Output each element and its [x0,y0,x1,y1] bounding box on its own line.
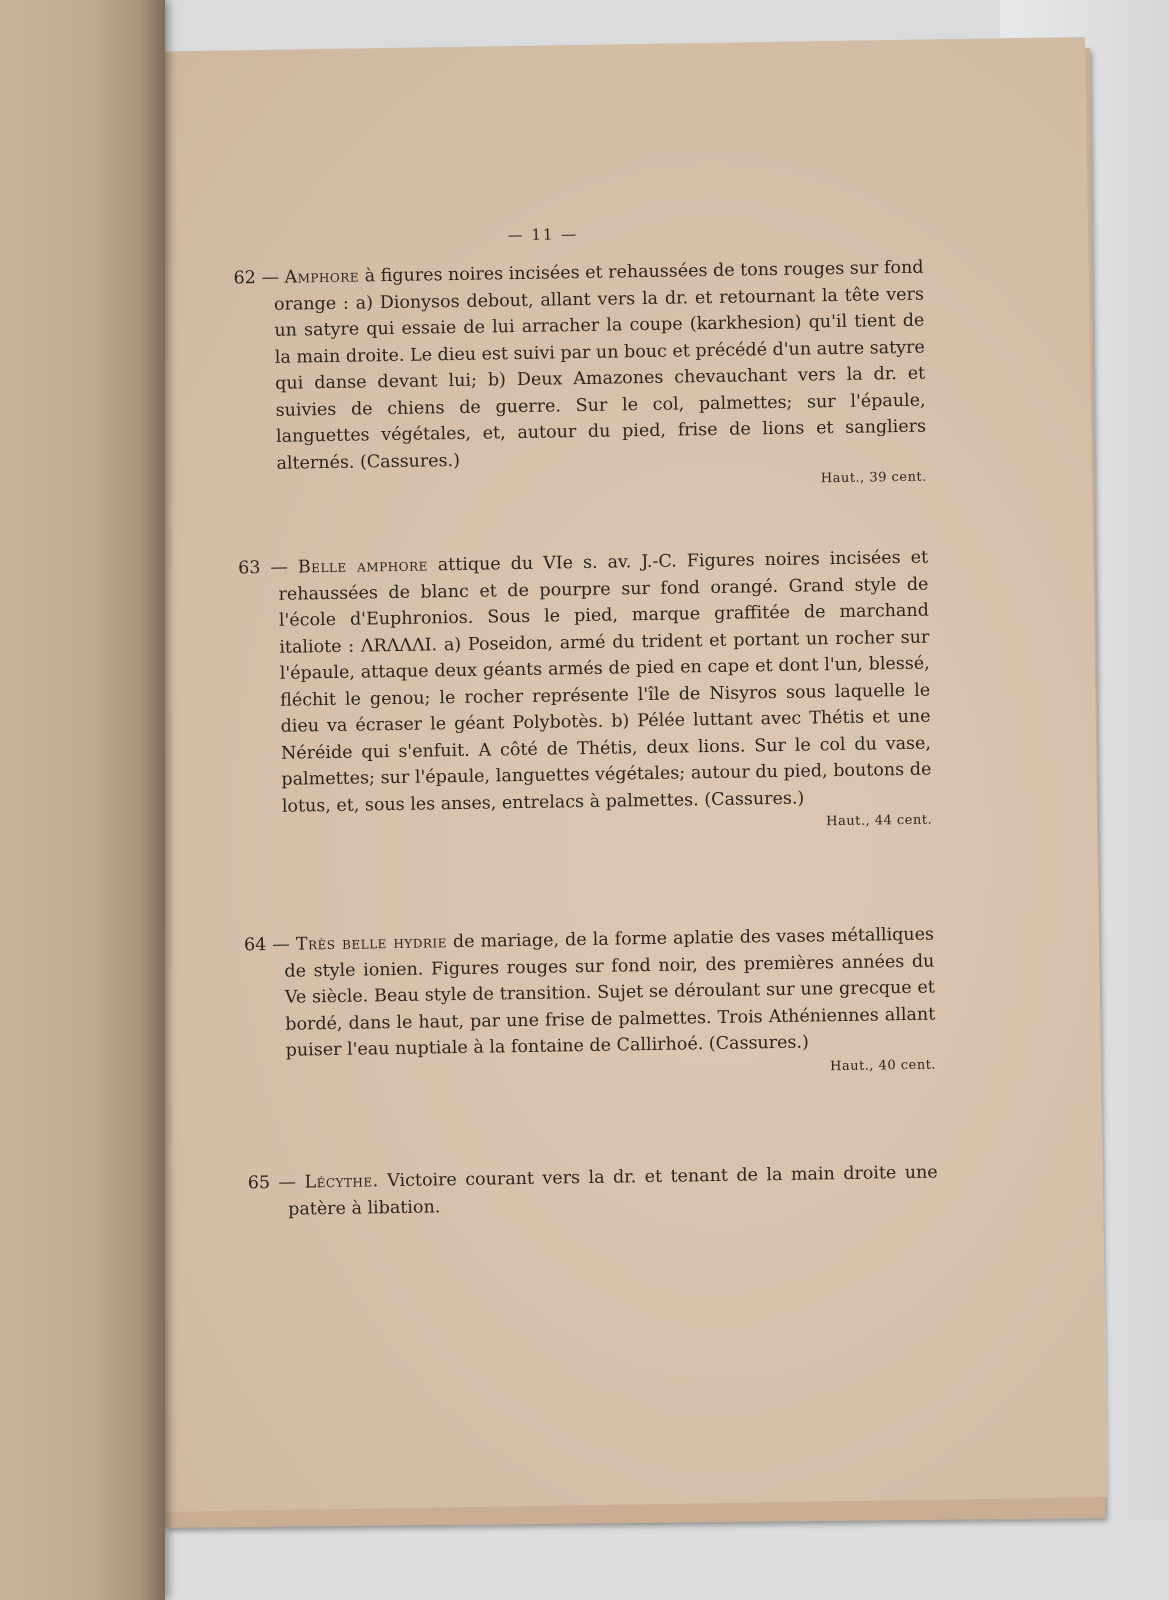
entry-number: 62 [233,268,257,289]
entry-title: Amphore [284,266,360,288]
entry-description: à figures noires incisées et rehaussées de tons rouges sur fond orange : a) Dionysos debout, allant vers la dr. et retournant la tête vers un satyre qui essaie de lui arracher la coupe (karkhesion) qu'il tient de la main droite. Le dieu est suivi par un bouc et précédé d'un autre satyre qui danse devant lui; b) Deux Amazones chevauchant vers la dr. et suivies de chiens de guerre. Sur le col, palmettes; sur l'épaule, languettes végétales, et, autour du pied, frise de lions et sangliers alternés. (Cassures.) [273,257,927,474]
entry-description: Victoire courant vers la dr. et tenant de la main droite une patère à libation. [288,1162,938,1220]
entry-number: 65 [247,1173,271,1194]
entry-text [238,545,932,821]
catalogue-entry-65 [248,1160,939,1224]
entry-number: 63 [237,558,261,579]
table-background-bottom [0,1520,1169,1600]
entry-height: Haut., 44 cent. [826,812,933,830]
entry-dash: — [260,557,299,579]
entry-description: attique du VIe s. av. J.-C. Figures noires incisées et rehaussées de blanc et de pourpre sur fond orangé. Grand style de l'école d'Euphronios. Sous le pied, marque graffitée de marchand italiote : ΛRΛΛΛI. a) Poseidon, armé du trident et portant un rocher sur l'épaule, attaque deux géants armés de pied en cape et dont l'un, blessé, fléchit le genou; le rocher représente l'île de Nisyros sous laquelle le dieu va écraser le géant Polybotès. b) Pélée luttant avec Thétis et une Néréide qui s'enfuit. A côté de Thétis, deux lions. Sur le col du vase, palmettes; sur l'épaule, languettes végétales; autour du pied, boutons de lotus, et, sous les anses, entrelacs à palmettes. (Cassures.) [278,547,932,817]
catalogue-entry-64 [244,922,936,1090]
entry-title: Belle amphore [297,555,428,578]
catalogue-entry-63 [238,545,932,845]
page-number: — 11 — [507,225,579,245]
entry-dash: — [255,267,285,289]
entry-height: Haut., 40 cent. [829,1057,937,1074]
catalogue-page [135,37,1108,1512]
book-cover-left [0,0,165,1600]
entry-title: Lécythe. [304,1171,379,1193]
entry-text [244,922,936,1065]
entry-text [248,1160,939,1224]
entry-description: de mariage, de la forme aplatie des vases métalliques de style ionien. Figures rouges sur fond noir, des premières années du Ve siècle. Beau style de transition. Sujet se déroulant sur une grecque et bordé, dans le haut, par une frise de palmettes. Trois Athéniennes allant puiser l'eau nuptiale à la fontaine de Callirhoé. (Cassures.) [284,924,936,1061]
entry-title: Très belle hydrie [295,932,448,955]
catalogue-entry-62 [233,255,927,502]
entry-dash: — [266,934,297,956]
entry-dash: — [269,1172,305,1194]
entry-number: 64 [243,935,267,956]
entry-text [233,255,926,478]
entry-height: Haut., 39 cent. [820,469,927,487]
